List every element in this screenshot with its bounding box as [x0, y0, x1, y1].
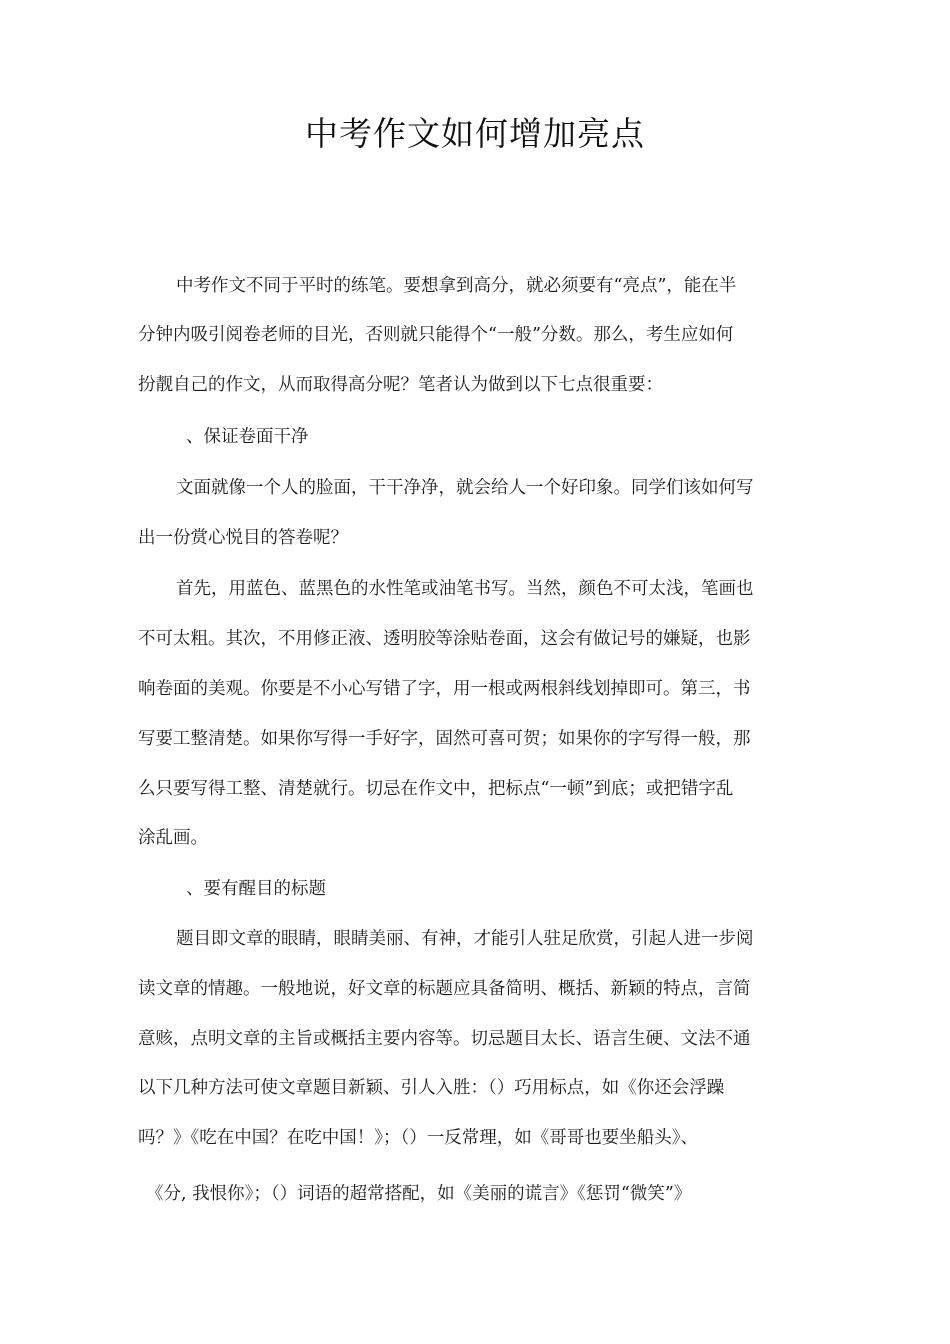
paragraph-line: 吗？》《吃在中国？在吃中国！》；（）一反常理，如《哥哥也要坐船头》、 — [138, 1128, 698, 1148]
paragraph-line: 意赅，点明文章的主旨或概括主要内容等。切忌题目太长、语言生硬、文法不通 — [138, 1029, 751, 1049]
paragraph-line: 么只要写得工整、清楚就行。切忌在作文中，把标点“一顿”到底；或把错字乱 — [138, 779, 734, 799]
paragraph-line: 首先，用蓝色、蓝黑色的水性笔或油笔书写。当然，颜色不可太浅，笔画也 — [176, 579, 754, 599]
paragraph-line: 《分, 我恨你》；（）词语的超常搭配，如《美丽的谎言》《惩罚“微笑”》 — [146, 1184, 692, 1204]
paragraph-line: 不可太粗。其次，不用修正液、透明胶等涂贴卷面，这会有做记号的嫌疑，也影 — [138, 629, 751, 649]
paragraph-line: 中考作文不同于平时的练笔。要想拿到高分，就必须要有“亮点”，能在半 — [176, 276, 737, 296]
section-heading: 、保证卷面干净 — [186, 427, 309, 447]
paragraph-line: 响卷面的美观。你要是不小心写错了字，用一根或两根斜线划掉即可。第三，书 — [138, 679, 751, 699]
paragraph-line: 涂乱画。 — [138, 828, 208, 848]
paragraph-line: 读文章的情趣。一般地说，好文章的标题应具备简明、概括、新颖的特点，言简 — [138, 979, 751, 999]
paragraph-line: 文面就像一个人的脸面，干干净净，就会给人一个好印象。同学们该如何写 — [176, 478, 754, 498]
paragraph-line: 以下几种方法可使文章题目新颖、引人入胜：（）巧用标点，如《你还会浮躁 — [138, 1078, 725, 1098]
paragraph-line: 扮靓自己的作文，从而取得高分呢？笔者认为做到以下七点很重要： — [138, 375, 663, 395]
paragraph-line: 分钟内吸引阅卷老师的目光，否则就只能得个“一般”分数。那么，考生应如何 — [138, 325, 734, 345]
paragraph-line: 出一份赏心悦目的答卷呢？ — [138, 528, 348, 548]
document-title: 中考作文如何增加亮点 — [305, 114, 645, 153]
paragraph-line: 题目即文章的眼睛，眼睛美丽、有神，才能引人驻足欣赏，引起人进一步阅 — [176, 929, 754, 949]
section-heading: 、要有醒目的标题 — [186, 879, 326, 899]
paragraph-line: 写要工整清楚。如果你写得一手好字，固然可喜可贺；如果你的字写得一般，那 — [138, 729, 751, 749]
